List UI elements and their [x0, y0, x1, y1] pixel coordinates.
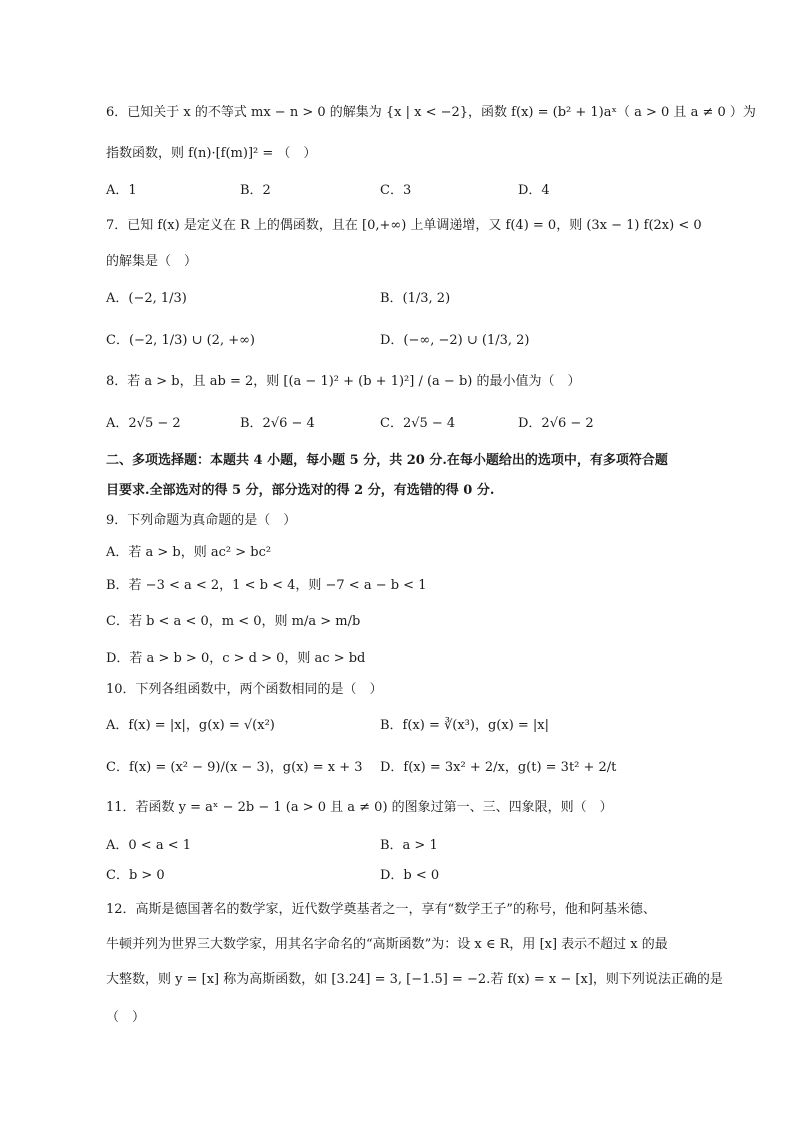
q10-option-c: C．f(x) = (x² − 9)/(x − 3)，g(x) = x + 3 — [106, 760, 363, 775]
q6-option-c: C．3 — [380, 183, 412, 198]
q8-option-b: B．2√6 − 4 — [240, 416, 315, 431]
q11-option-c: C．b > 0 — [106, 868, 165, 883]
q6-option-a: A．1 — [106, 183, 137, 198]
q11-option-b: B．a > 1 — [380, 838, 438, 853]
q10-option-b: B．f(x) = ∛(x³)，g(x) = |x| — [380, 718, 550, 733]
q7-option-a: A．(−2, 1/3) — [106, 291, 187, 306]
q7-option-d: D．(−∞, −2) ∪ (1/3, 2) — [380, 333, 530, 348]
section-2-heading-line-2: 目要求.全部选对的得 5 分，部分选对的得 2 分，有选错的得 0 分. — [106, 483, 495, 498]
q10-option-d: D．f(x) = 3x² + 2/x，g(t) = 3t² + 2/t — [380, 760, 617, 775]
q8-option-d: D．2√6 − 2 — [518, 416, 594, 431]
q10-option-a: A．f(x) = |x|，g(x) = √(x²) — [106, 718, 275, 733]
q7-option-c: C．(−2, 1/3) ∪ (2, +∞) — [106, 333, 255, 348]
q11-option-d: D．b < 0 — [380, 868, 440, 883]
q9-option-b: B．若 −3 < a < 2，1 < b < 4，则 −7 < a − b < 1 — [106, 578, 427, 593]
q8-line-1: 8．若 a > b，且 ab = 2，则 [(a − 1)² + (b + 1)²] / (a − b) 的最小值为（ ） — [106, 374, 581, 389]
q6-option-b: B．2 — [240, 183, 271, 198]
q8-option-a: A．2√5 − 2 — [106, 416, 181, 431]
q9-option-a: A．若 a > b，则 ac² > bc² — [106, 545, 272, 560]
q9-stem: 9．下列命题为真命题的是（ ） — [106, 513, 297, 528]
q10-stem: 10．下列各组函数中，两个函数相同的是（ ） — [106, 682, 383, 697]
q6-line-2: 指数函数，则 f(n)·[f(m)]² = （ ） — [106, 146, 317, 161]
q12-line-2: 牛顿并列为世界三大数学家，用其名字命名的“高斯函数”为：设 x ∈ R，用 [x] 表示不超过 x 的最 — [106, 937, 668, 952]
q11-option-a: A．0 < a < 1 — [106, 838, 191, 853]
q11-stem: 11．若函数 y = aˣ − 2b − 1 (a > 0 且 a ≠ 0) 的图象过第一、三、四象限，则（ ） — [106, 800, 613, 815]
q12-line-1: 12．高斯是德国著名的数学家，近代数学奠基者之一，享有“数学王子”的称号，他和阿基米德、 — [106, 902, 656, 917]
q9-option-d: D．若 a > b > 0，c > d > 0，则 ac > bd — [106, 651, 366, 666]
q12-line-3: 大整数，则 y = [x] 称为高斯函数，如 [3.24] = 3, [−1.5] = −2.若 f(x) = x − [x]，则下列说法正确的是 — [106, 972, 723, 987]
q12-line-4: （ ） — [106, 1010, 146, 1025]
q9-option-c: C．若 b < a < 0，m < 0，则 m/a > m/b — [106, 614, 361, 629]
q7-line-1: 7．已知 f(x) 是定义在 R 上的偶函数，且在 [0,+∞) 上单调递增，又 f(4) = 0，则 (3x − 1) f(2x) < 0 — [106, 218, 702, 233]
q7-option-b: B．(1/3, 2) — [380, 291, 451, 306]
section-2-heading-line-1: 二、多项选择题：本题共 4 小题，每小题 5 分，共 20 分.在每小题给出的选项中，有多项符合题 — [106, 453, 668, 468]
q7-line-2: 的解集是（ ） — [106, 254, 198, 269]
q6-line-1: 6．已知关于 x 的不等式 mx − n > 0 的解集为 {x | x < −2}，函数 f(x) = (b² + 1)aˣ（ a > 0 且 a ≠ 0 ）为 — [106, 105, 756, 120]
q8-option-c: C．2√5 − 4 — [380, 416, 456, 431]
q6-option-d: D．4 — [518, 183, 550, 198]
